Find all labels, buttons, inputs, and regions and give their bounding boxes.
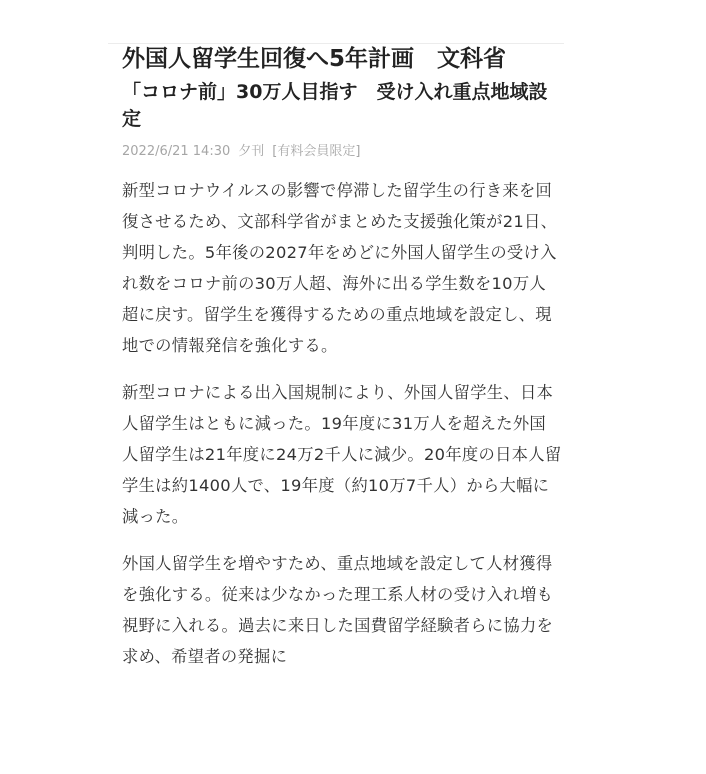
article-paragraph: 外国人留学生を増やすため、重点地域を設定して人材獲得を強化する。従来は少なかった理工系人材の受け入れ増も視野に入れる。過去に来日した国費留学経験者らに協力を求め、希望者の発掘に [122,554,554,666]
article-title: 外国人留学生回復へ5年計画 文科省 [122,46,507,72]
article-paragraph: 新型コロナによる出入国規制により、外国人留学生、日本人留学生はともに減った。19年度に31万人を超えた外国人留学生は21年度に24万2千人に減少。20年度の日本人留学生は約1400人で、19年度（約10万7千人）から大幅に減った。 [122,383,562,526]
article-meta [122,144,562,160]
article-paragraph: 新型コロナウイルスの影響で停滞した留学生の行き来を回復させるため、文部科学省がまとめた支援強化策が21日、判明した。5年後の2027年をめどに外国人留学生の受け入れ数をコロナ前の30万人超、海外に出る学生数を10万人超に戻す。留学生を獲得するための重点地域を設定し、現地での情報発信を強化する。 [122,181,558,355]
article [122,44,562,672]
article-subtitle: 「コロナ前」30万人目指す 受け入れ重点地域設定 [122,81,548,130]
edition-label: 夕刊 [238,144,265,159]
publish-date: 2022/6/21 14:30 [122,144,231,159]
member-only-badge: [有料会員限定] [272,144,361,159]
